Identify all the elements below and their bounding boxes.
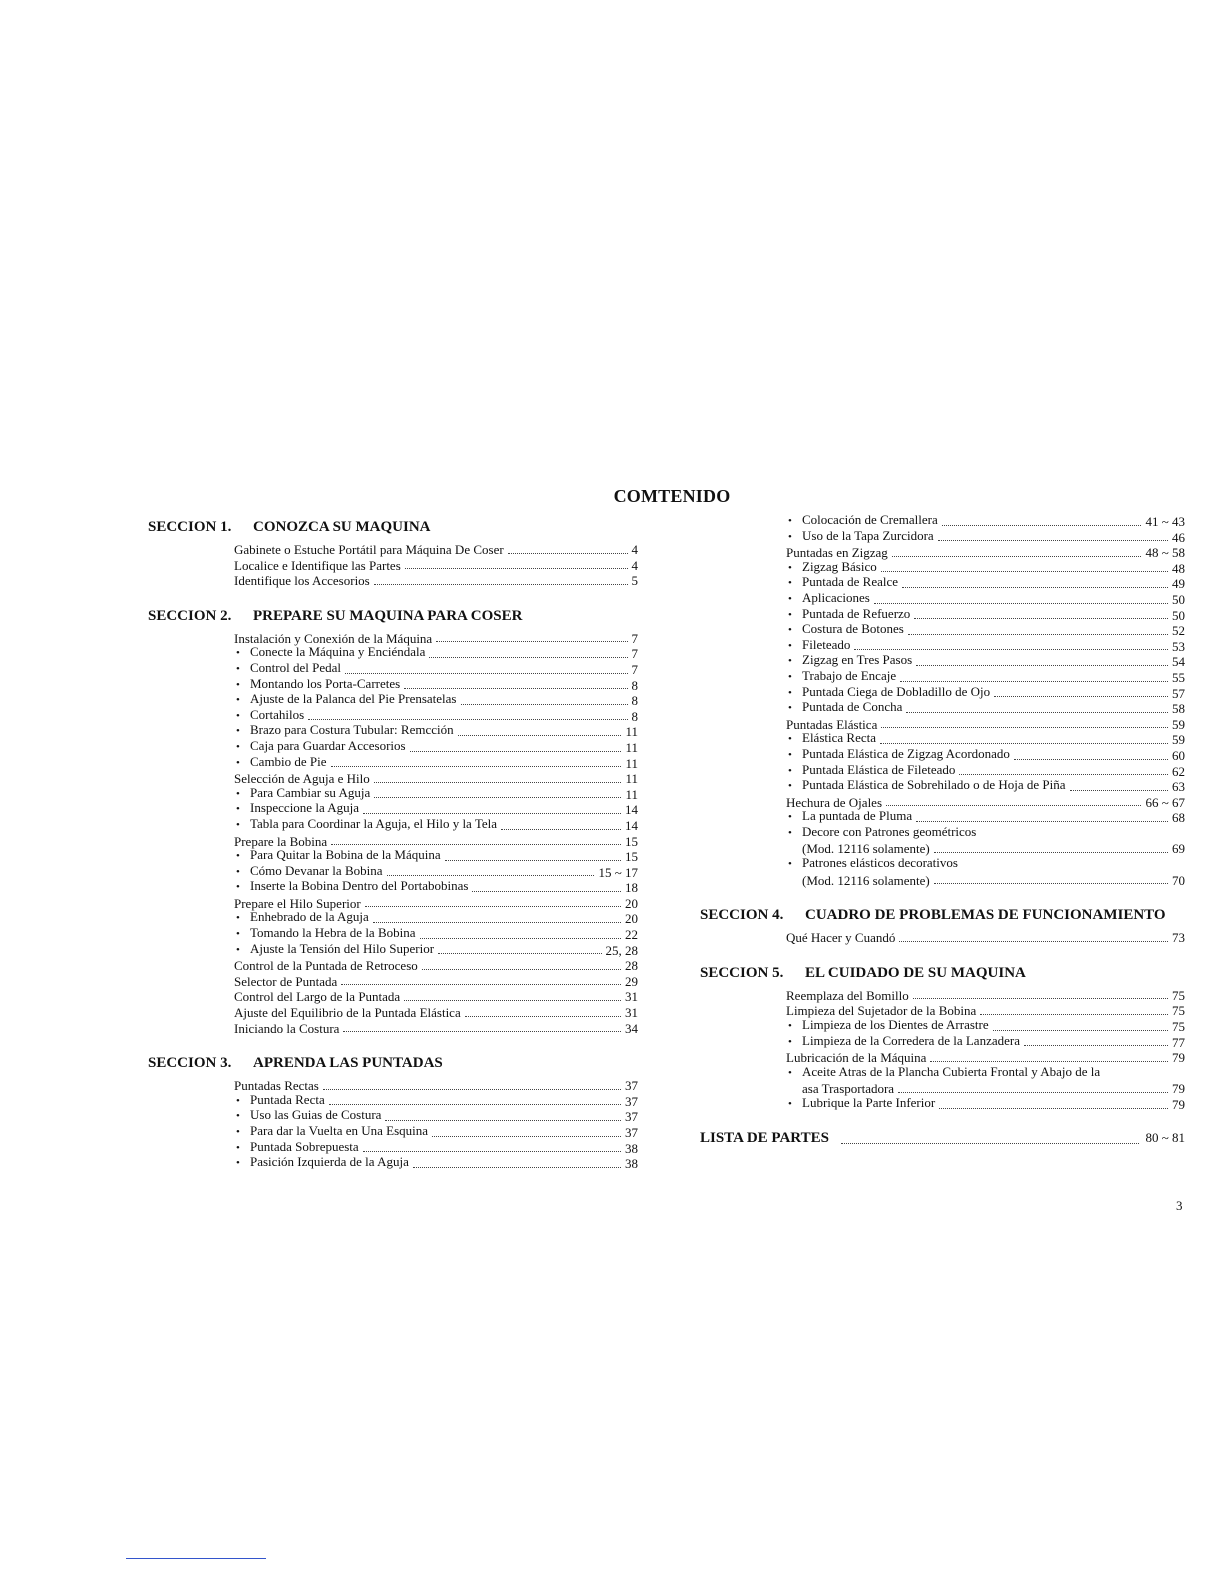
toc-entry[interactable] (786, 930, 1185, 946)
toc-entry[interactable] (234, 573, 638, 589)
toc-entry-page: 48 (1172, 560, 1185, 576)
toc-entry-page: 50 (1172, 591, 1185, 607)
dot-leader (854, 649, 1168, 650)
toc-entry-page: 8 (631, 677, 638, 693)
toc-entry-text: • Enhebrado de la Aguja (234, 909, 369, 927)
toc-entry-text: Control del Largo de la Puntada (234, 989, 401, 1005)
dot-leader (341, 984, 621, 985)
dot-leader (405, 568, 628, 569)
toc-entry-page: 11 (625, 771, 638, 787)
dot-leader (329, 1104, 621, 1105)
toc-entry-page: 37 (625, 1109, 638, 1125)
toc-entry-text: Selección de Aguja e Hilo (234, 771, 370, 787)
dot-leader (930, 1061, 1168, 1062)
section-number: SECCION 2. (148, 607, 232, 624)
dot-leader (472, 891, 621, 892)
parts-list-label: LISTA DE PARTES (700, 1129, 829, 1146)
toc-entry-page: 7 (631, 646, 638, 662)
toc-left-column (148, 516, 638, 1172)
toc-entry-text: • Costura de Botones (786, 621, 904, 639)
toc-entry[interactable] (234, 815, 638, 834)
toc-entry-text: (Mod. 12116 solamente) (802, 872, 930, 888)
toc-entry-page: 79 (1172, 1081, 1185, 1097)
toc-entry-text: • Aceite Atras de la Plancha Cubierta Frontal y Abajo de la (786, 1064, 1100, 1082)
toc-entry-text: • La puntada de Pluma (786, 808, 912, 826)
toc-entry-text: • Limpieza de la Corredera de la Lanzadera (786, 1033, 1020, 1051)
toc-entry-page: 14 (625, 817, 638, 833)
toc-entry-page: 73 (1172, 930, 1185, 946)
toc-entry-text: Identifique los Accesorios (234, 573, 370, 589)
toc-entry-text: • Ajuste de la Palanca del Pie Prensatelas (234, 691, 457, 709)
toc-entry[interactable] (234, 542, 638, 558)
section-entries (234, 542, 638, 589)
toc-entry-text: Instalación y Conexión de la Máquina (234, 630, 433, 646)
section-number: SECCION 4. (700, 907, 784, 924)
toc-entry-page: 15 ~ 17 (598, 864, 638, 880)
toc-entry-text: • Puntada Ciega de Dobladillo de Ojo (786, 684, 990, 702)
dot-leader (934, 883, 1168, 884)
section-number: SECCION 1. (148, 519, 232, 535)
toc-entry-page: 11 (625, 739, 638, 755)
dot-leader (1024, 1045, 1168, 1046)
toc-entry-text: • Para Cambiar su Aguja (234, 785, 370, 803)
dot-leader (445, 860, 621, 861)
toc-entry-text: Localice e Identifique las Partes (234, 557, 401, 573)
toc-entry-page: 4 (631, 542, 638, 557)
toc-entry[interactable] (234, 880, 638, 896)
dot-leader (374, 782, 622, 783)
toc-entry-text: • Cambio de Pie (234, 754, 327, 772)
section-name: APRENDA LAS PUNTADAS (253, 1055, 443, 1072)
dot-leader (908, 634, 1168, 635)
toc-entry[interactable] (234, 974, 638, 990)
dot-leader (934, 852, 1168, 853)
toc-entry-page: 34 (625, 1020, 638, 1036)
toc-entry-page: 8 (631, 693, 638, 709)
toc-entry-text: • Zigzag Básico (786, 559, 877, 577)
toc-entry-text: Control de la Puntada de Retroceso (234, 958, 418, 974)
toc-entry-text: • Cortahilos (234, 707, 304, 725)
toc-entry-page: 41 ~ 43 (1145, 514, 1185, 529)
dot-leader (345, 673, 628, 674)
dot-leader (892, 556, 1142, 557)
dot-leader (1014, 759, 1168, 760)
dot-leader (365, 906, 621, 907)
toc-entry-text: • Trabajo de Encaje (786, 668, 896, 686)
dot-leader (422, 969, 621, 970)
toc-entry-page: 79 (1172, 1097, 1185, 1112)
toc-entry-page: 29 (625, 973, 638, 989)
toc-entry-page: 18 (625, 880, 638, 896)
dot-leader (980, 1014, 1168, 1015)
toc-entry[interactable] (234, 1156, 638, 1172)
toc-entry-text: • Elástica Recta (786, 730, 876, 748)
toc-entry-page: 66 ~ 67 (1145, 794, 1185, 810)
parts-list-entry[interactable] (700, 1127, 1185, 1149)
page-title: COMTENIDO (613, 486, 731, 506)
dot-leader (508, 553, 628, 554)
toc-entry-text: • Para dar la Vuelta en Una Esquina (234, 1123, 428, 1141)
toc-entry-text: • Puntada Sobrepuesta (234, 1139, 359, 1157)
toc-entry[interactable] (786, 779, 1185, 795)
toc-entry-page: 31 (625, 1005, 638, 1021)
dot-leader (363, 813, 621, 814)
toc-entry-text: Reemplaza del Bomillo (786, 987, 909, 1003)
toc-entry-text: • Fileteado (786, 637, 850, 655)
dot-leader (387, 875, 595, 876)
dot-leader (880, 743, 1168, 744)
toc-entry-text: • Tomando la Hebra de la Bobina (234, 925, 416, 943)
toc-entry[interactable] (786, 1097, 1185, 1113)
toc-entry-page: 11 (625, 755, 638, 771)
toc-entry-text: • Brazo para Costura Tubular: Remcción (234, 722, 454, 740)
toc-entry-text: • Zigzag en Tres Pasos (786, 652, 912, 670)
toc-entry-page: 68 (1172, 810, 1185, 826)
toc-entry[interactable] (234, 558, 638, 574)
dot-leader (942, 525, 1142, 526)
toc-entry-page: 49 (1172, 576, 1185, 592)
toc-entry[interactable] (786, 823, 1185, 842)
toc-entry[interactable] (786, 857, 1185, 873)
toc-entry-page: 15 (625, 833, 638, 849)
toc-entry[interactable] (786, 1032, 1185, 1051)
toc-entry-text: • Puntada de Refuerzo (786, 606, 910, 624)
dot-leader (1070, 790, 1168, 791)
toc-entry-page: 60 (1172, 747, 1185, 763)
toc-entry-page: 54 (1172, 654, 1185, 670)
toc-entry[interactable] (786, 527, 1185, 546)
toc-entry-page: 4 (631, 557, 638, 573)
section-entries (234, 1078, 638, 1172)
toc-entry-page: 46 (1172, 529, 1185, 545)
toc-entry-page: 20 (625, 895, 638, 911)
section-number: SECCION 5. (700, 964, 784, 981)
toc-entry-text: • Caja para Guardar Accesorios (234, 738, 406, 756)
toc-entry-text: • Conecte la Máquina y Enciéndala (234, 644, 425, 662)
dot-leader (461, 704, 628, 705)
section-entries (786, 930, 1185, 946)
toc-entry[interactable] (234, 1021, 638, 1037)
toc-entry-page: 48 ~ 58 (1145, 545, 1185, 561)
toc-entry[interactable] (234, 940, 638, 959)
toc-entry-text: Hechura de Ojales (786, 794, 883, 810)
toc-entry-page: 75 (1172, 1003, 1185, 1019)
dot-leader (343, 1031, 621, 1032)
toc-entry[interactable] (234, 989, 638, 1005)
toc-entry-page: 11 (625, 724, 638, 740)
toc-entry-page: 5 (631, 573, 638, 589)
toc-entry-text: Gabinete o Estuche Portátil para Máquina De Coser (234, 542, 504, 557)
dot-leader (913, 998, 1168, 999)
dot-leader (385, 1120, 621, 1121)
dot-leader (429, 657, 627, 658)
toc-entry-text: Selector de Puntada (234, 973, 338, 989)
section-heading (148, 605, 638, 627)
toc-entry-page: 38 (625, 1140, 638, 1156)
toc-entry-page: 69 (1172, 841, 1185, 857)
toc-entry-text: • Uso las Guias de Costura (234, 1107, 381, 1125)
toc-entry-page: 59 (1172, 732, 1185, 748)
toc-entry-page: 38 (625, 1156, 638, 1172)
dot-leader (432, 1136, 621, 1137)
toc-entry-page: 53 (1172, 638, 1185, 654)
dot-leader (916, 665, 1168, 666)
dot-leader (916, 821, 1168, 822)
toc-entry-page: 7 (631, 661, 638, 677)
toc-entry-text: Qué Hacer y Cuandó (786, 930, 896, 946)
toc-entry-text: • Montando los Porta-Carretes (234, 676, 400, 694)
toc-entry[interactable] (786, 1063, 1185, 1082)
parts-list-page: 80 ~ 81 (1145, 1129, 1185, 1145)
toc-entry-text: • Inspeccione la Aguja (234, 800, 359, 818)
toc-entry-text: • Cómo Devanar la Bobina (234, 863, 383, 881)
toc-entry-text: • Limpieza de los Dientes de Arrastre (786, 1017, 989, 1035)
dot-leader (881, 571, 1168, 572)
toc-entry-text: • Aplicaciones (786, 590, 870, 608)
toc-entry-page: 59 (1172, 716, 1185, 732)
toc-entry-page: 75 (1172, 987, 1185, 1003)
section-entries (786, 988, 1185, 1113)
toc-entry-text: Lubricación de la Máquina (786, 1050, 927, 1066)
dot-leader (841, 1143, 1139, 1144)
toc-entry-page: 52 (1172, 623, 1185, 639)
section-name: CUADRO DE PROBLEMAS DE FUNCIONAMIENTO (805, 907, 1166, 924)
toc-entry-page: 58 (1172, 701, 1185, 717)
dot-leader (308, 719, 627, 720)
dot-leader (501, 829, 621, 830)
toc-entry-page: 79 (1172, 1050, 1185, 1066)
toc-entry-text: • Puntada Elástica de Zigzag Acordonado (786, 746, 1010, 764)
dot-leader (900, 681, 1168, 682)
toc-entry[interactable] (234, 958, 638, 974)
dot-leader (404, 1000, 621, 1001)
toc-entry-text: Prepare el Hilo Superior (234, 895, 361, 911)
toc-entry-text: • Puntada de Realce (786, 574, 898, 592)
toc-entry-page: 8 (631, 708, 638, 724)
dot-leader (938, 540, 1168, 541)
toc-entry-page: 28 (625, 958, 638, 974)
section-entries (786, 514, 1185, 888)
toc-entry-text: • Decore con Patrones geométricos (786, 824, 976, 842)
toc-entry-page: 37 (625, 1078, 638, 1094)
dot-leader (886, 805, 1141, 806)
toc-entry-page: 50 (1172, 607, 1185, 623)
dot-leader (374, 584, 628, 585)
dot-leader (939, 1108, 1168, 1109)
toc-entry-text: • Lubrique la Parte Inferior (786, 1095, 935, 1113)
toc-entry-page: 11 (625, 786, 638, 802)
toc-entry-page: 37 (625, 1093, 638, 1109)
section-heading (700, 962, 1185, 984)
section-entries (234, 631, 638, 1036)
toc-entry-text: asa Trasportadora (802, 1081, 895, 1097)
toc-entry-text: • Puntada de Concha (786, 699, 902, 717)
toc-entry-page: 20 (625, 911, 638, 927)
dot-leader (914, 618, 1168, 619)
toc-entry-page: 7 (631, 630, 638, 646)
toc-entry[interactable] (786, 988, 1185, 1004)
dot-leader (994, 696, 1168, 697)
toc-entry-page: 37 (625, 1125, 638, 1140)
dot-leader (323, 1089, 621, 1090)
toc-entry-page: 55 (1172, 669, 1185, 685)
toc-entry-text: Limpieza del Sujetador de la Bobina (786, 1003, 977, 1019)
footer-divider (126, 1558, 266, 1559)
toc-entry-page: 31 (625, 989, 638, 1005)
dot-leader (993, 1030, 1168, 1031)
toc-entry-text: • Puntada Elástica de Sobrehilado o de Hoja de Piña (786, 777, 1066, 795)
dot-leader (410, 751, 622, 752)
toc-entry-text: • Puntada Elástica de Fileteado (786, 762, 955, 780)
toc-entry-text: (Mod. 12116 solamente) (802, 841, 930, 857)
dot-leader (906, 712, 1168, 713)
dot-leader (881, 727, 1168, 728)
dot-leader (899, 941, 1168, 942)
toc-entry-text: • Ajuste la Tensión del Hilo Superior (234, 941, 434, 959)
toc-entry-text: Iniciando la Costura (234, 1020, 340, 1036)
toc-entry-page: 15 (625, 849, 638, 865)
toc-entry-page: 25, 28 (605, 942, 638, 958)
dot-leader (373, 922, 621, 923)
section-heading (148, 1052, 638, 1074)
toc-entry-page: 77 (1172, 1034, 1185, 1050)
dot-leader (458, 735, 622, 736)
toc-entry-page: 62 (1172, 763, 1185, 779)
toc-entry-text: • Tabla para Coordinar la Aguja, el Hilo y la Tela (234, 816, 497, 834)
dot-leader (465, 1016, 621, 1017)
dot-leader (438, 953, 601, 954)
section-heading (700, 904, 1185, 926)
dot-leader (420, 938, 621, 939)
dot-leader (374, 797, 621, 798)
toc-entry[interactable] (786, 701, 1185, 717)
toc-entry-text: • Patrones elásticos decorativos (786, 855, 958, 873)
dot-leader (898, 1092, 1168, 1093)
dot-leader (331, 766, 622, 767)
toc-entry[interactable] (234, 1005, 638, 1021)
dot-leader (874, 603, 1168, 604)
toc-entry[interactable] (234, 753, 638, 772)
toc-entry-text: • Para Quitar la Bobina de la Máquina (234, 847, 441, 865)
toc-right-column (700, 512, 1185, 1149)
toc-entry-page: 63 (1172, 779, 1185, 795)
toc-entry-text: • Control del Pedal (234, 660, 341, 678)
page-number: 3 (1176, 1198, 1183, 1213)
dot-leader (363, 1151, 621, 1152)
toc-entry-text: Ajuste del Equilibrio de la Puntada Elástica (234, 1005, 461, 1021)
section-heading (148, 516, 638, 538)
dot-leader (959, 774, 1168, 775)
toc-entry-page: 22 (625, 927, 638, 943)
dot-leader (436, 641, 627, 642)
toc-entry-page: 14 (625, 802, 638, 818)
dot-leader (404, 688, 627, 689)
dot-leader (331, 844, 621, 845)
section-number: SECCION 3. (148, 1055, 232, 1072)
section-name: EL CUIDADO DE SU MAQUINA (805, 964, 1026, 981)
toc-entry-text: • Colocación de Cremallera (786, 512, 938, 530)
toc-entry-text: Puntadas Elástica (786, 716, 878, 732)
toc-entry-text: Prepare la Bobina (234, 833, 328, 849)
toc-entry-text: • Inserte la Bobina Dentro del Portabobinas (234, 878, 468, 896)
toc-entry-page: 57 (1172, 685, 1185, 701)
toc-entry-page: 70 (1172, 872, 1185, 888)
dot-leader (413, 1167, 621, 1168)
toc-entry-text: Puntadas Rectas (234, 1078, 319, 1094)
section-name: CONOZCA SU MAQUINA (253, 519, 431, 535)
toc-entry[interactable] (786, 873, 1185, 889)
toc-entry-text: • Pasición Izquierda de la Aguja (234, 1154, 409, 1172)
toc-entry-text: • Puntada Recta (234, 1092, 325, 1110)
section-name: PREPARE SU MAQUINA PARA COSER (253, 607, 523, 624)
toc-entry-text: • Uso de la Tapa Zurcidora (786, 528, 934, 546)
dot-leader (902, 587, 1168, 588)
toc-entry-text: Puntadas en Zigzag (786, 545, 888, 561)
toc-entry-page: 75 (1172, 1019, 1185, 1035)
